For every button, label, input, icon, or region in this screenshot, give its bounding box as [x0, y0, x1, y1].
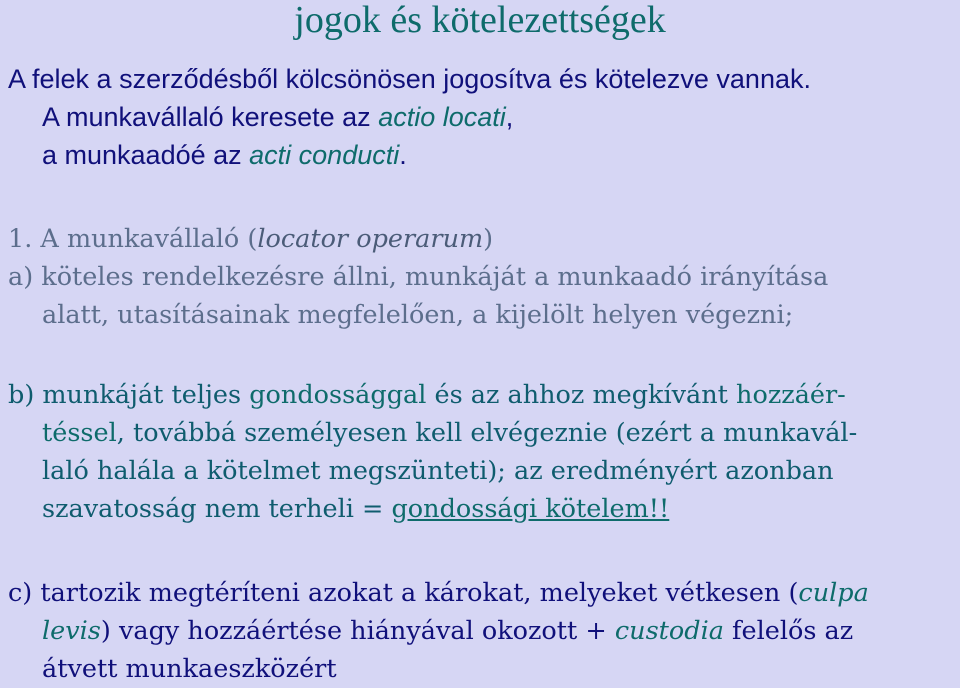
section-b-line-4: szavatosság nem terheli = gondossági kötelem!!: [42, 494, 670, 524]
section-b-line-2: téssel, továbbá személyesen kell elvégeznie (ezért a munkavál-: [42, 418, 858, 448]
culpa-term: culpa: [798, 578, 869, 608]
levis-term: levis: [42, 616, 101, 646]
locator-operarum-term: locator operarum: [257, 224, 484, 254]
intro-line-3: a munkaadóé az acti conducti.: [42, 140, 407, 170]
section-b-line-1: b) munkáját teljes gondossággal és az ahhoz megkívánt hozzáér-: [8, 380, 846, 410]
intro-line-2: A munkavállaló keresete az actio locati,: [42, 102, 514, 132]
acti-conducti-term: acti conducti: [249, 140, 400, 170]
intro-paragraph: [8, 60, 811, 174]
section-1-heading: 1. A munkavállaló (locator operarum): [8, 224, 494, 254]
intro-line-1: A felek a szerződésből kölcsönösen jogosítva és kötelezve vannak.: [8, 64, 811, 94]
custodia-term: custodia: [614, 616, 724, 646]
section-1: [8, 220, 828, 334]
section-c-line-3: átvett munkaeszközért: [42, 654, 337, 684]
section-a-line-2: alatt, utasításainak megfelelően, a kijelölt helyen végezni;: [42, 300, 794, 330]
actio-locati-term: actio locati: [378, 102, 506, 132]
page-title: jogok és kötelezettségek: [294, 0, 666, 41]
section-c-line-2: levis) vagy hozzáértése hiányával okozott + custodia felelős az: [42, 616, 854, 646]
section-b: [8, 376, 857, 528]
section-c-line-1: c) tartozik megtéríteni azokat a károkat, melyeket vétkesen (culpa: [8, 578, 869, 608]
gondossagi-kotelem-term: gondossági kötelem!!: [391, 494, 670, 524]
section-a-line-1: a) köteles rendelkezésre állni, munkáját a munkaadó irányítása: [8, 262, 829, 292]
section-b-line-3: laló halála a kötelmet megszünteti); az eredményért azonban: [42, 456, 834, 486]
section-c: [8, 574, 869, 688]
